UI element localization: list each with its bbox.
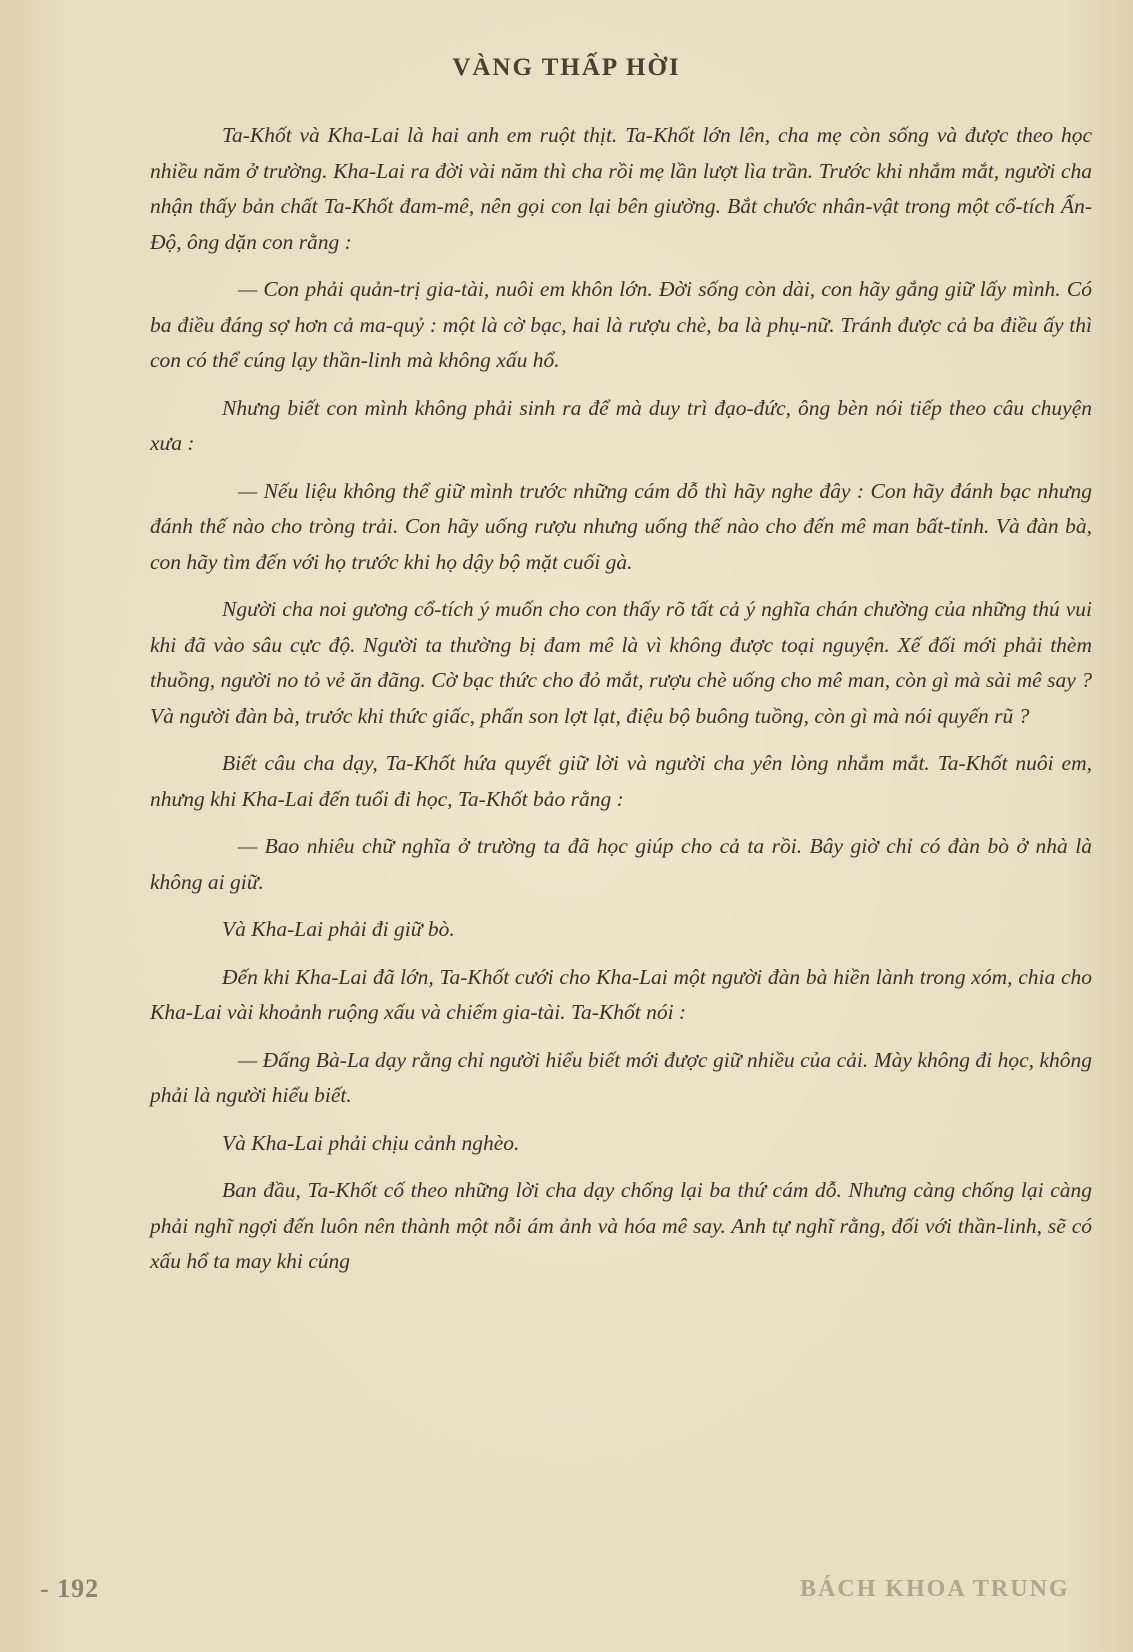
paragraph: — Đấng Bà-La dạy rằng chỉ người hiểu biết mới được giữ nhiều của cải. Mày không đi học, không phải là người hiểu biết.: [150, 1047, 1092, 1107]
paragraph: Đến khi Kha-Lai đã lớn, Ta-Khốt cưới cho Kha-Lai một người đàn bà hiền lành trong xóm, chia cho Kha-Lai vài khoảnh ruộng xấu và chiếm gia-tài. Ta-Khốt nói :: [150, 964, 1092, 1024]
story-body: [150, 118, 1092, 1292]
paragraph: Ta-Khốt và Kha-Lai là hai anh em ruột thịt. Ta-Khốt lớn lên, cha mẹ còn sống và được theo học nhiều năm ở trường. Kha-Lai ra đời vài năm thì cha rồi mẹ lần lượt lìa trần. Trước khi nhắm mắt, người cha nhận thấy bản chất Ta-Khốt đam-mê, nên gọi con lại bên giường. Bắt chước nhân-vật trong một cổ-tích Ấn-Độ, ông dặn con rằng :: [150, 123, 1092, 254]
paragraph: Người cha noi gương cổ-tích ý muốn cho con thấy rõ tất cả ý nghĩa chán chường của những thú vui khi đã vào sâu cực độ. Người ta thường bị đam mê là vì không được toại nguyện. Xế đối mới phải thèm thuồng, người no tỏ vẻ ăn đãng. Cờ bạc thức cho đỏ mắt, rượu chè uống cho mê man, còn gì mà sài mê say ? Và người đàn bà, trước khi thức giấc, phấn son lợt lạt, điệu bộ buông tuồng, còn gì mà nói quyến rũ ?: [150, 597, 1092, 728]
paragraph: Nhưng biết con mình không phải sinh ra để mà duy trì đạo-đức, ông bèn nói tiếp theo câu chuyện xưa :: [150, 395, 1092, 455]
paragraph: — Bao nhiêu chữ nghĩa ở trường ta đã học giúp cho cả ta rồi. Bây giờ chỉ có đàn bò ở nhà là không ai giữ.: [150, 834, 1092, 894]
running-title: VÀNG THẤP HỜI: [452, 54, 681, 81]
paragraph: Biết câu cha dạy, Ta-Khốt hứa quyết giữ lời và người cha yên lòng nhắm mắt. Ta-Khốt nuôi em, nhưng khi Kha-Lai đến tuổi đi học, Ta-Khốt bảo rằng :: [150, 751, 1092, 811]
magazine-footer-mark: BÁCH KHOA TRUNG: [800, 1576, 1070, 1602]
page-number: - 192: [40, 1574, 100, 1603]
paragraph: Và Kha-Lai phải chịu cảnh nghèo.: [222, 1130, 520, 1155]
paragraph: — Nếu liệu không thể giữ mình trước những cám dỗ thì hãy nghe đây : Con hãy đánh bạc nhưng đánh thế nào cho tròng trải. Con hãy uống rượu nhưng uống thế nào cho đến mê man bất-tỉnh. Và đàn bà, con hãy tìm đến với họ trước khi họ dậy bộ mặt cuối gà.: [150, 478, 1092, 574]
paragraph: Và Kha-Lai phải đi giữ bò.: [222, 917, 455, 941]
paragraph: — Con phải quản-trị gia-tài, nuôi em khôn lớn. Đời sống còn dài, con hãy gắng giữ lấy mình. Có ba điều đáng sợ hơn cả ma-quỷ : một là cờ bạc, hai là rượu chè, ba là phụ-nữ. Tránh được cả ba điều ấy thì con có thể cúng lạy thần-linh mà không xấu hổ.: [150, 277, 1092, 372]
paragraph: Ban đầu, Ta-Khốt cố theo những lời cha dạy chống lại ba thứ cám dỗ. Nhưng càng chống lại càng phải nghĩ ngợi đến luôn nên thành một nỗi ám ảnh và hóa mê say. Anh tự nghĩ rằng, đối với thần-linh, sẽ có xấu hổ ta may khi cúng: [150, 1178, 1092, 1273]
